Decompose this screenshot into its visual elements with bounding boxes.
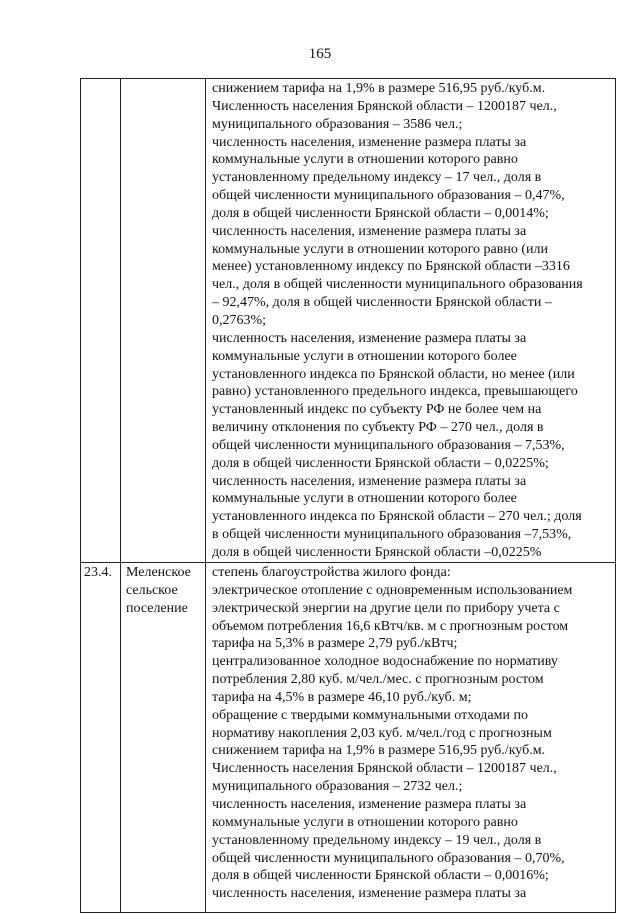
- text-line: обращение с твердыми коммунальными отходами по: [212, 707, 528, 723]
- text-line: менее) установленному индексу по Брянской области –3316: [212, 259, 570, 275]
- row-number-cell: [81, 79, 121, 563]
- settlement-name-cell: [121, 563, 206, 913]
- settlement-name-line: поселение: [126, 600, 188, 616]
- text-line: коммунальные услуги в отношении которого более: [212, 491, 517, 507]
- text-line: 0,2763%;: [212, 312, 267, 328]
- text-line: равно) установленного предельного индекса, превышающего: [212, 384, 578, 400]
- text-line: тарифа на 4,5% в размере 46,10 руб./куб. м;: [212, 689, 472, 705]
- text-line: степень благоустройства жилого фонда:: [212, 565, 451, 580]
- text-line: нормативу накопления 2,03 куб. м/чел./год с прогнозным: [212, 725, 552, 741]
- text-line: численность населения, изменение размера платы за: [212, 796, 527, 812]
- text-line: доля в общей численности Брянской области – 0,0225%;: [212, 455, 549, 471]
- text-line: электрическое отопление с одновременным использованием: [212, 582, 573, 598]
- settlement-name-line: сельское: [126, 582, 178, 598]
- text-line: коммунальные услуги в отношении которого равно: [212, 152, 518, 168]
- page-number: 165: [308, 46, 332, 62]
- text-line: доля в общей численности Брянской области – 0,0014%;: [212, 205, 549, 221]
- text-line: численность населения, изменение размера платы за: [212, 886, 527, 902]
- text-line: муниципального образования – 2732 чел.;: [212, 779, 463, 795]
- text-line: доля в общей численности Брянской области –0,0225%: [212, 544, 542, 560]
- text-line: коммунальные услуги в отношении которого равно: [212, 814, 518, 830]
- text-line: коммунальные услуги в отношении которого более: [212, 348, 517, 364]
- text-line: численность населения, изменение размера платы за: [212, 134, 527, 150]
- text-line: установленный индекс по субъекту РФ не более чем на: [212, 402, 542, 418]
- settlement-name-cell: [121, 79, 206, 563]
- text-line: централизованное холодное водоснабжение по нормативу: [212, 654, 558, 670]
- text-line: объемом потребления 16,6 кВтч/кв. м с прогнозным ростом: [212, 618, 569, 634]
- table-row: [81, 79, 616, 563]
- description-cell: [206, 563, 616, 913]
- text-line: потребления 2,80 куб. м/чел./мес. с прогнозным ростом: [212, 672, 544, 688]
- text-line: величину отклонения по субъекту РФ – 270 чел., доля в: [212, 420, 544, 436]
- text-line: электрической энергии на другие цели по прибору учета с: [212, 600, 560, 616]
- text-line: муниципального образования – 3586 чел.;: [212, 116, 463, 132]
- text-line: численность населения, изменение размера платы за: [212, 223, 527, 239]
- text-line: установленного индекса по Брянской области, но менее (или: [212, 366, 575, 382]
- text-line: тарифа на 5,3% в размере 2,79 руб./кВтч;: [212, 636, 458, 652]
- text-line: общей численности муниципального образования – 0,70%,: [212, 850, 565, 866]
- text-line: установленному предельному индексу – 17 чел., доля в: [212, 170, 542, 186]
- text-line: в общей численности муниципального образования –7,53%,: [212, 527, 572, 543]
- text-line: Численность населения Брянской области – 1200187 чел.,: [212, 98, 557, 114]
- text-line: численность населения, изменение размера платы за: [212, 473, 527, 489]
- table-row: [81, 563, 616, 913]
- tariff-table: [80, 78, 616, 913]
- text-line: снижением тарифа на 1,9% в размере 516,95 руб./куб.м.: [212, 81, 546, 96]
- text-line: чел., доля в общей численности муниципального образования: [212, 277, 583, 293]
- description-cell: [206, 79, 616, 563]
- text-line: – 92,47%, доля в общей численности Брянской области –: [212, 295, 552, 311]
- table-body: [81, 79, 616, 913]
- settlement-name-line: Меленское: [126, 565, 191, 580]
- text-line: установленному предельному индексу – 19 чел., доля в: [212, 832, 542, 848]
- text-line: доля в общей численности Брянской области – 0,0016%;: [212, 868, 549, 884]
- text-line: коммунальные услуги в отношении которого равно (или: [212, 241, 548, 257]
- text-line: установленного индекса по Брянской области – 270 чел.; доля: [212, 509, 582, 525]
- text-line: общей численности муниципального образования – 7,53%,: [212, 437, 565, 453]
- text-line: общей численности муниципального образования – 0,47%,: [212, 188, 565, 204]
- text-line: численность населения, изменение размера платы за: [212, 330, 527, 346]
- row-number-cell: 23.4.: [81, 563, 121, 913]
- text-line: снижением тарифа на 1,9% в размере 516,95 руб./куб.м.: [212, 743, 546, 759]
- text-line: Численность населения Брянской области – 1200187 чел.,: [212, 761, 557, 777]
